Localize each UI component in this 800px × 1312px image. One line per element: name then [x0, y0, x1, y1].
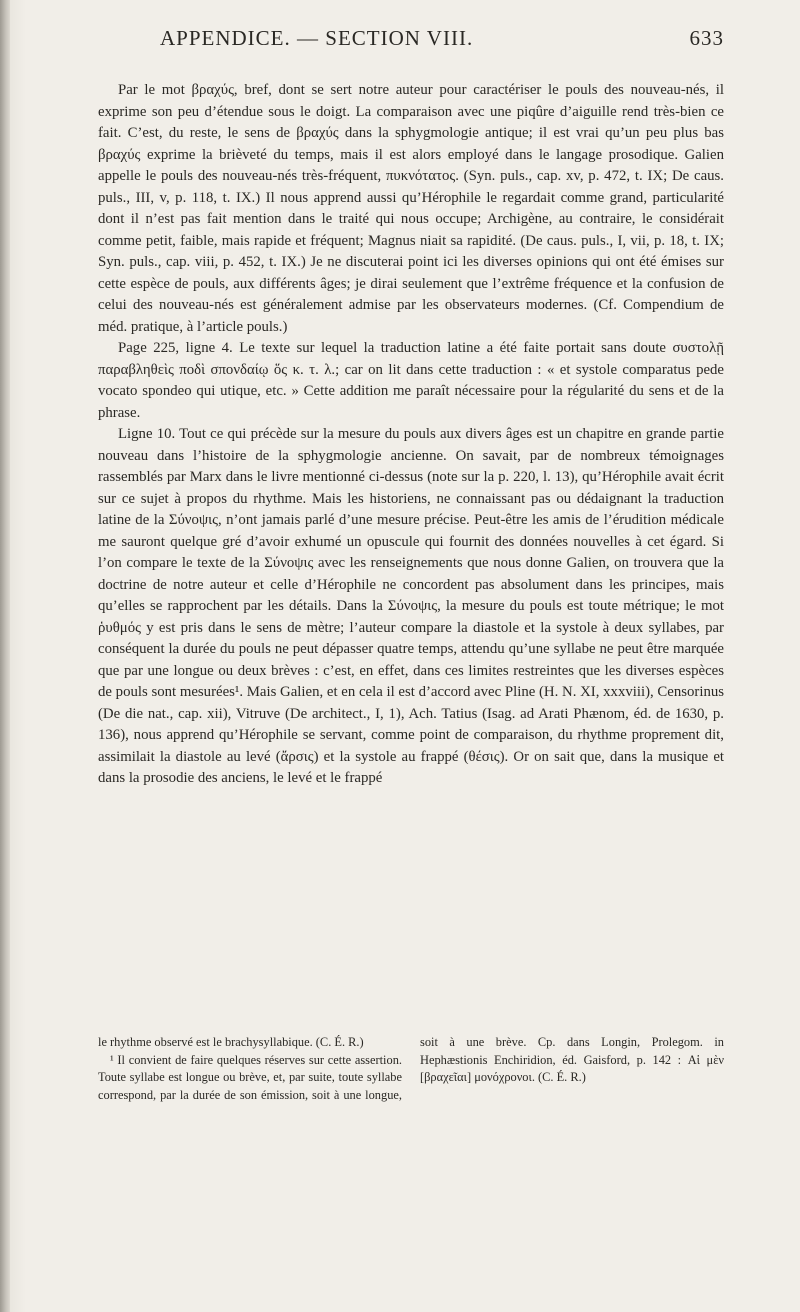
footnote-continuation: le rhythme observé est le brachysyllabique. (C. É. R.)	[98, 1035, 364, 1049]
paragraph-ligne-10: Ligne 10. Tout ce qui précède sur la mesure du pouls aux divers âges est un chapitre en grande partie nouveau dans l’histoire de la sphygmologie ancienne. On savait, par de nombreux témoignages rassemblés par Marx dans le livre mentionné ci-dessus (note sur la p. 220, l. 13), qu’Hérophile avait écrit sur ce sujet à propos du rhythme. Mais les historiens, ne connaissant pas ou dédaignant la traduction latine de la Σύνοψις, n’ont jamais parlé d’une mesure précise. Peut-être les amis de l’érudition médicale me sauront quelque gré d’avoir exhumé un opuscule qui fournit des données nouvelles à cet égard. Si l’on compare le texte de la Σύνοψις avec les renseignements que nous donne Galien, on trouvera que la doctrine de notre auteur et celle d’Hérophile ne concordent pas absolument dans les principes, mais qu’elles se rapprochent par les détails. Dans la Σύνοψις, la mesure du pouls est toute métrique; le mot ῥυθμός y est pris dans le sens de mètre; l’auteur compare la diastole et la systole à deux syllabes, par conséquent la durée du pouls ne peut dépasser quatre temps, attendu qu’une syllabe ne peut être marquée que par une longue ou deux brèves : c’est, en effet, dans ces limites restreintes que les diverses espèces de pouls sont mesurées¹. Mais Galien, et en cela il est d’accord avec Pline (H. N. XI, xxxviii), Censorinus (De die nat., cap. xii), Vitruve (De architect., I, 1), Ach. Tatius (Isag. ad Arati Phænom, éd. de 1630, p. 136), nous apprend qu’Hérophile se servant, comme point de comparaison, du rhythme proprement dit, assimilait la diastole au levé (ἄρσις) et la systole au frappé (θέσις). Or on sait que, dans la musique et dans la prosodie des anciens, le levé et le frappé	[98, 426, 724, 786]
paragraph-page-225: Page 225, ligne 4. Le texte sur lequel la traduction latine a été faite portait sans doute συστολῇ παραβληθεὶς ποδὶ σπονδαίῳ ὅς κ. τ. λ.; car on lit dans cette traduction : « et systole comparatus pede vocato spondeo qui utique, etc. » Cette addition me paraît nécessaire pour la régularité du sens et de la phrase.	[98, 340, 724, 421]
page-gutter-shadow	[0, 0, 10, 1312]
footnotes	[98, 1034, 724, 1144]
running-title: APPENDICE. — SECTION VIII.	[160, 26, 474, 50]
page-number: 633	[689, 26, 724, 50]
footnote-1: ¹ Il convient de faire quelques réserves sur cette assertion. Toute syllabe est longue ou brève, et, par suite, toute syllabe correspond, par la durée de son émission, soit à une longue, soit à une brève. Cp. dans Longin, Prolegom. in Hephæstionis Enchiridion, éd. Gaisford, p. 142 : Αἱ μὲν [βραχεῖαι] μονόχρονοι. (C. É. R.)	[98, 1035, 724, 1102]
main-text	[98, 80, 724, 1020]
paragraph-bref: Par le mot βραχύς, bref, dont se sert notre auteur pour caractériser le pouls des nouveau-nés, il exprime son peu d’étendue sous le doigt. La comparaison avec une piqûre d’aiguille rend très-bien ce fait. C’est, du reste, le sens de βραχύς dans la sphygmologie antique; il est vrai qu’un peu plus bas βραχύς exprime la brièveté du temps, mais il est alors employé dans le langage prosodique. Galien appelle le pouls des nouveau-nés très-fréquent, πυκνότατος. (Syn. puls., cap. xv, p. 472, t. IX; De caus. puls., III, v, p. 118, t. IX.) Il nous apprend aussi qu’Hérophile le regardait comme grand, particularité dont il n’est pas fait mention dans le traité qui nous occupe; Archigène, au contraire, le considérait comme petit, faible, mais rapide et fréquent; Magnus niait sa rapidité. (De caus. puls., I, vii, p. 18, t. IX; Syn. puls., cap. viii, p. 452, t. IX.) Je ne discuterai point ici les diverses opinions qui ont été émises sur cette espèce de pouls, aux différents âges; je dirai seulement que l’extrême fréquence et la confusion de celui des nouveau-nés est généralement admise par les observateurs modernes. (Cf. Compendium de méd. pratique, à l’article pouls.)	[98, 82, 724, 335]
running-header	[96, 20, 724, 60]
